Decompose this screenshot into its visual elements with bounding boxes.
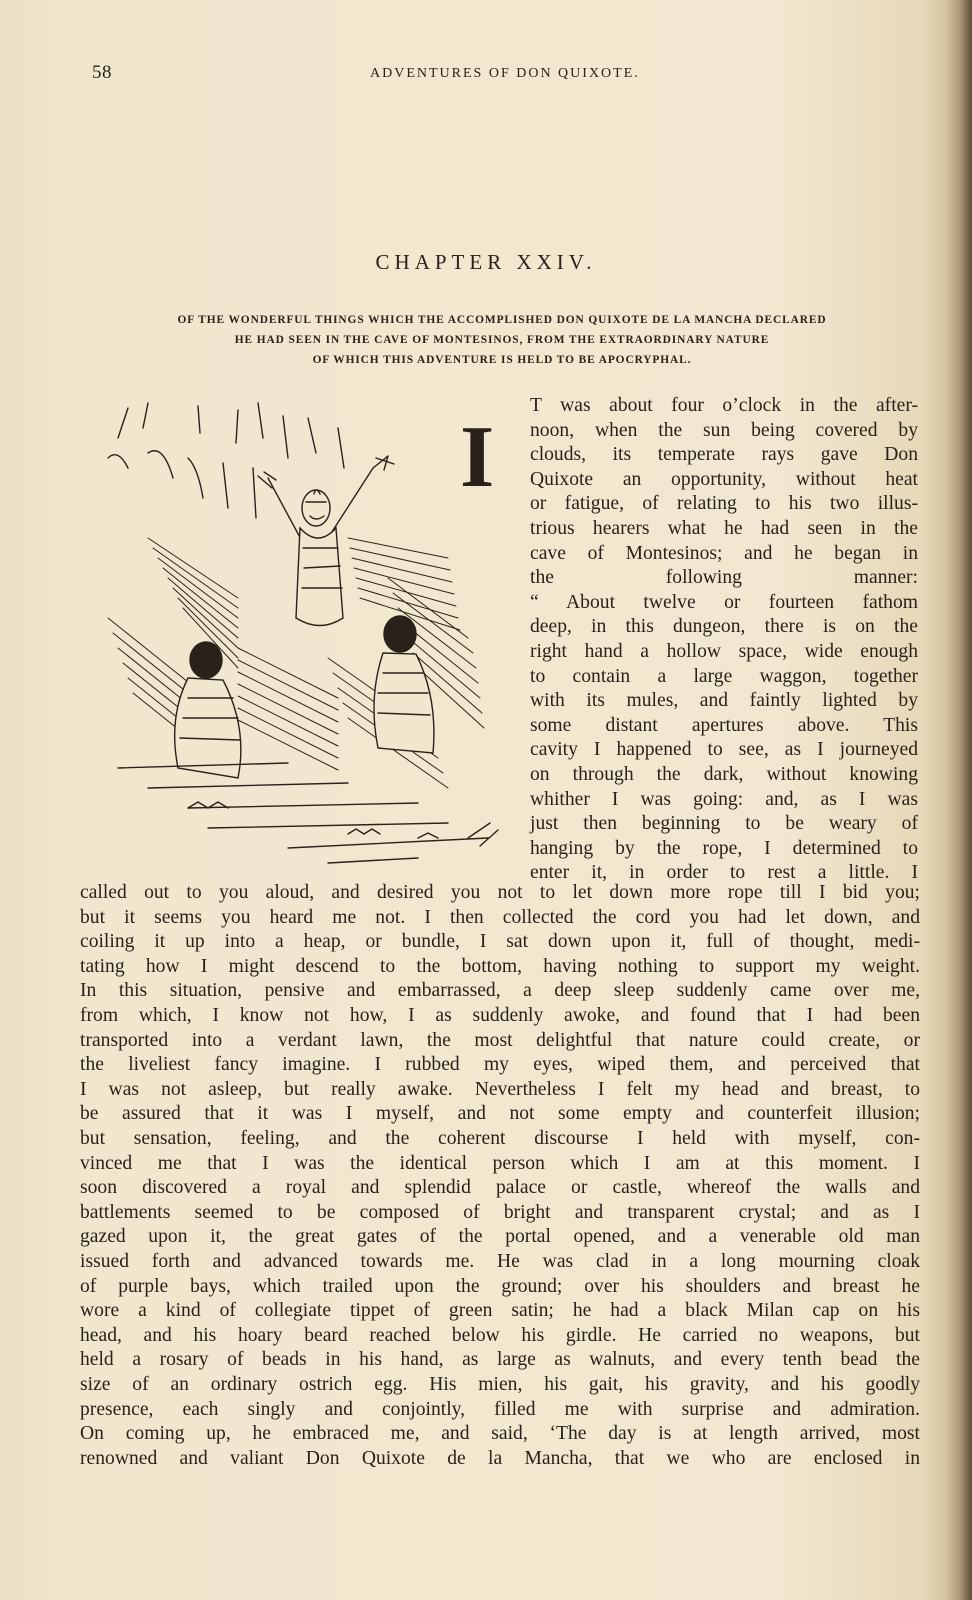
- text-line: clouds, its temperate rays gave Don: [530, 444, 918, 466]
- text-line: In this situation, pensive and embarrassed, a deep sleep suddenly came over me,: [80, 980, 920, 1002]
- text-line: just then beginning to be weary of: [530, 813, 918, 835]
- text-line: but sensation, feeling, and the coherent discourse I held with myself, con-: [80, 1128, 920, 1149]
- text-line: gazed upon it, the great gates of the portal opened, and a venerable old man: [80, 1226, 920, 1248]
- page-number: 58: [92, 62, 112, 83]
- text-line: size of an ordinary ostrich egg. His mien, his gait, his gravity, and his goodly: [80, 1374, 920, 1395]
- chapter-subtitle-line: HE HAD SEEN IN THE CAVE OF MONTESINOS, FROM THE EXTRAORDINARY NATURE: [234, 334, 770, 346]
- text-line: I was not asleep, but really awake. Nevertheless I felt my head and breast, to: [80, 1078, 920, 1100]
- text-line: tating how I might descend to the bottom, having nothing to support my weight.: [80, 955, 920, 977]
- text-line: called out to you aloud, and desired you not to let down more rope till I bid you;: [80, 882, 920, 903]
- text-line: Quixote an opportunity, without heat: [530, 468, 918, 490]
- chapter-subtitle-line: OF WHICH THIS ADVENTURE IS HELD TO BE APOCRYPHAL.: [312, 354, 692, 366]
- text-line: On coming up, he embraced me, and said, ‘The day is at length arrived, most: [80, 1423, 920, 1445]
- page-gutter-shadow: [946, 0, 972, 1600]
- text-line: trious hearers what he had seen in the: [530, 518, 918, 539]
- chapter-subtitle-line: OF THE WONDERFUL THINGS WHICH THE ACCOMPLISHED DON QUIXOTE DE LA MANCHA DECLARED: [177, 314, 827, 326]
- text-line: soon discovered a royal and splendid palace or castle, whereof the walls and: [80, 1177, 920, 1199]
- text-line: head, and his hoary beard reached below his girdle. He carried no weapons, but: [80, 1324, 920, 1346]
- text-line: enter it, in order to rest a little. I: [530, 862, 918, 884]
- text-line: renowned and valiant Don Quixote de la Mancha, that we who are enclosed in: [80, 1447, 920, 1469]
- text-line: on through the dark, without knowing: [530, 764, 918, 785]
- text-line: right hand a hollow space, wide enough: [530, 641, 918, 662]
- text-line: “ About twelve or fourteen fathom: [530, 591, 918, 613]
- text-line: issued forth and advanced towards me. He was clad in a long mourning cloak: [80, 1251, 920, 1272]
- running-title: ADVENTURES OF DON QUIXOTE.: [370, 66, 640, 81]
- drop-cap: I: [460, 409, 495, 506]
- text-line: noon, when the sun being covered by: [530, 419, 918, 441]
- text-line: cave of Montesinos; and he began in: [530, 542, 918, 564]
- text-line: be assured that it was I myself, and not some empty and counterfeit illusion;: [80, 1103, 920, 1125]
- text-line: wore a kind of collegiate tippet of green satin; he had a black Milan cap on his: [80, 1300, 920, 1322]
- text-line: whither I was going: and, as I was: [530, 788, 918, 810]
- text-line: the following manner:: [530, 567, 918, 589]
- chapter-title: CHAPTER XXIV.: [375, 250, 597, 274]
- chapter-subtitle: [84, 310, 920, 370]
- text-line: to contain a large waggon, together: [530, 665, 918, 687]
- text-line: the liveliest fancy imagine. I rubbed my eyes, wiped them, and perceived that: [80, 1054, 920, 1076]
- text-line: hanging by the rope, I determined to: [530, 837, 918, 859]
- text-line: held a rosary of beads in his hand, as large as walnuts, and every tenth bead the: [80, 1349, 920, 1371]
- text-line: of purple bays, which trailed upon the ground; over his shoulders and breast he: [80, 1275, 920, 1297]
- text-line: battlements seemed to be composed of bright and transparent crystal; and as I: [80, 1201, 920, 1223]
- text-line: cavity I happened to see, as I journeyed: [530, 739, 918, 761]
- text-line: from which, I know not how, I as suddenly awoke, and found that I had been: [80, 1005, 920, 1026]
- text-line: T was about four o’clock in the after-: [530, 395, 918, 416]
- text-line: some distant apertures above. This: [530, 714, 918, 736]
- text-line: or fatigue, of relating to his two illus-: [530, 493, 918, 515]
- text-line: coiling it up into a heap, or bundle, I sat down upon it, full of thought, medi-: [80, 931, 920, 953]
- text-line: deep, in this dungeon, there is on the: [530, 616, 918, 638]
- running-head: [84, 62, 902, 88]
- text-line: but it seems you heard me not. I then collected the cord you had let down, and: [80, 906, 920, 928]
- text-line: with its mules, and faintly lighted by: [530, 690, 918, 712]
- text-line: transported into a verdant lawn, the most delightful that nature could create, or: [80, 1029, 920, 1051]
- text-line: presence, each singly and conjointly, filled me with surprise and admiration.: [80, 1398, 920, 1420]
- text-line: vinced me that I was the identical person which I am at this moment. I: [80, 1152, 920, 1174]
